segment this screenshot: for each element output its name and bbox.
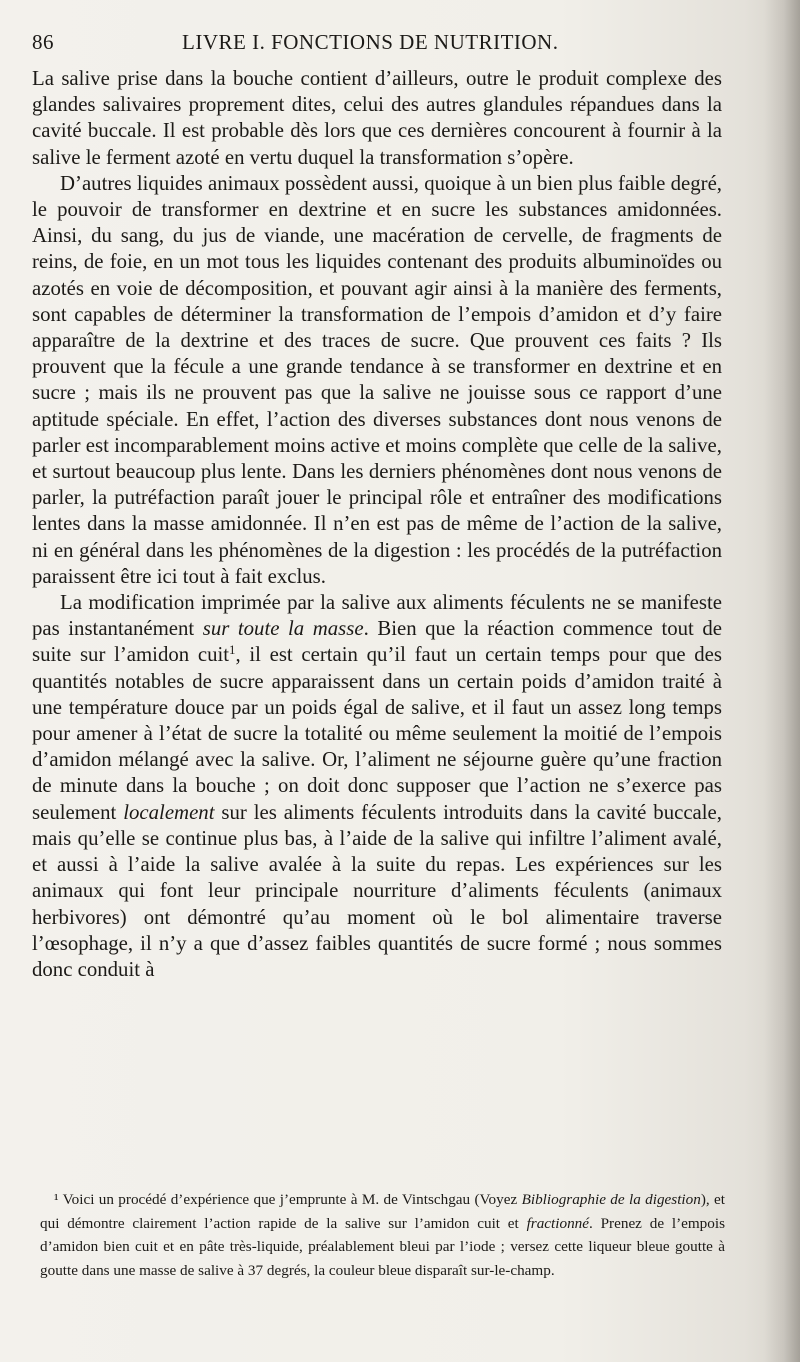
- emphasis: localement: [123, 800, 215, 824]
- footnote-emphasis: fractionné: [526, 1214, 590, 1232]
- paragraph-text: , il est certain qu’il faut un certain temps pour que des quantités notables de sucre apparaissent dans un certain poids d’amidon traité à une température douce par un poids égal de salive, et il faut un assez long temps pour amener à l’état de sucre la totalité ou même seulement la moitié de l’empois d’amidon mélangé avec la salive. Or, l’aliment ne séjourne guère qu’une fraction de minute dans la bouche ; on doit donc supposer que l’action ne s’exerce pas seulement: [32, 643, 722, 824]
- footnote-text: Voici un procédé d’expérience que j’emprunte à M. de Vintschgau (Voyez: [62, 1191, 522, 1208]
- footnote: [40, 1188, 725, 1282]
- footnote-marker: ¹: [54, 1191, 59, 1208]
- paragraph-text: . Bien que la réaction commence tout de suite sur l’amidon cuit: [32, 617, 722, 667]
- page-edge-shadow: [764, 0, 800, 1362]
- paragraph: D’autres liquides animaux possèdent aussi, quoique à un bien plus faible degré, le pouvoir de transformer en dextrine et en sucre les substances amidonnées. Ainsi, du sang, du jus de viande, une macération de cervelle, de fragments de reins, de foie, en un mot tous les liquides contenant des produits albuminoïdes ou azotés en voie de décomposition, et pouvant agir ainsi à la manière des ferments, sont capables de déterminer la transformation de l’empois d’amidon et d’y faire apparaître de la dextrine et des traces de sucre. Que prouvent ces faits ? Ils prouvent que la fécule a une grande tendance à se transformer en dextrine et en sucre ; mais ils ne prouvent pas que la salive ne jouisse sous ce rapport d’une aptitude spéciale. En effet, l’action des diverses substances dont nous venons de parler est incomparablement moins active et moins complète que celle de la salive, et surtout beaucoup plus lente. Dans les derniers phénomènes dont nous venons de parler, la putréfaction paraît jouer le principal rôle et entraîner des modifications lentes dans la masse amidonnée. Il n’en est pas de même de l’action de la salive, ni en général dans les phénomènes de la digestion : les procédés de la putréfaction paraissent être ici tout à fait exclus.: [32, 171, 722, 588]
- emphasis: sur toute la masse: [202, 617, 364, 641]
- footnotes: [40, 1188, 725, 1282]
- paragraph: La salive prise dans la bouche contient d’ailleurs, outre le produit complexe des glandes salivaires proprement dites, celui des autres glandules répandues dans la cavité buccale. Il est probable dès lors que ces dernières concourent à fournir à la salive le ferment azoté en vertu duquel la transformation s’opère.: [32, 67, 722, 169]
- footnote-text: . Prenez de l’empois d’amidon bien cuit et en pâte très-liquide, préalablement bleui par l’iode ; versez cette liqueur bleue goutte à goutte dans une masse de salive à 37 degrés, la couleur bleue disparaît sur-le-champ.: [40, 1214, 726, 1279]
- footnote-reference: 1: [229, 643, 236, 658]
- page-number: 86: [32, 30, 54, 54]
- footnote-text: ), et qui démontre clairement l’action rapide de la salive sur l’amidon cuit et: [40, 1191, 725, 1232]
- body-text: [32, 66, 722, 983]
- paragraph-text: sur les aliments féculents introduits dans la cavité buccale, mais qu’elle se continue plus bas, à l’aide de la salive qui infiltre l’aliment avalé, et aussi à l’aide la salive avalée à la suite du repas. Les expériences sur les animaux qui font leur principale nourriture d’aliments féculents (animaux herbivores) ont démontré qu’au moment où le bol alimentaire traverse l’œsophage, il n’y a que d’assez faibles quantités de sucre formé ; nous sommes donc conduit à: [32, 800, 722, 981]
- footnote-emphasis: Bibliographie de la digestion: [521, 1191, 701, 1208]
- paragraph: [32, 590, 722, 983]
- running-head: LIVRE I. FONCTIONS DE NUTRITION.: [182, 30, 559, 54]
- page-header: [32, 28, 722, 62]
- paragraph-text: La modification imprimée par la salive aux aliments féculents ne se manifeste pas instantanément: [32, 591, 722, 641]
